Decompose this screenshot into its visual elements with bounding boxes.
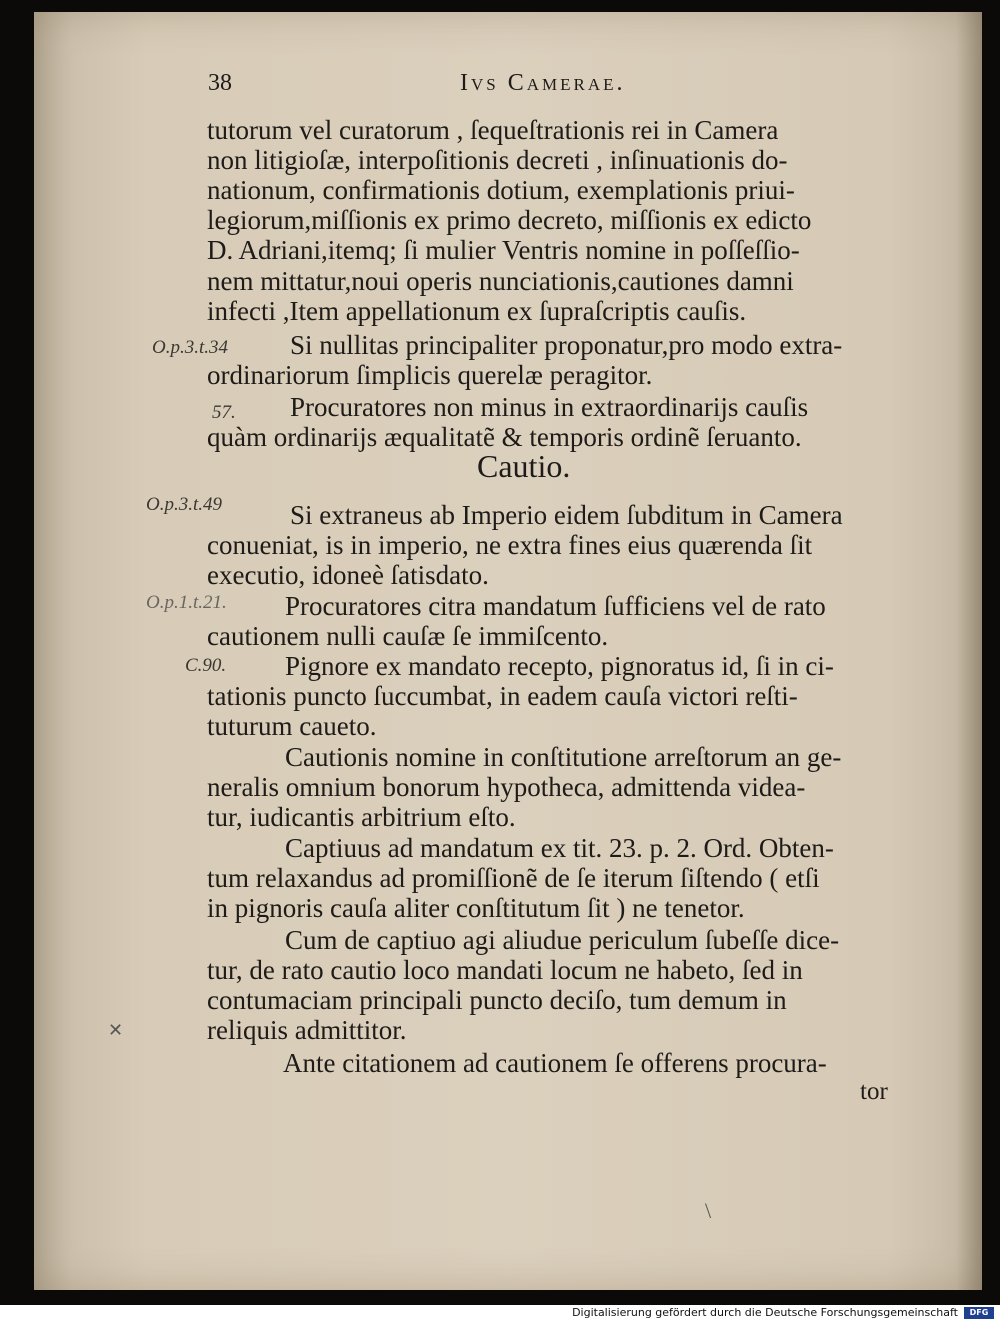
text-line: legiorum,miſſionis ex primo decreto, miſſionis ex edicto xyxy=(207,205,812,235)
text-line: contumaciam principali puncto deciſo, tum demum in xyxy=(207,985,787,1015)
text-line: quàm ordinarijs æqualitatẽ & temporis ordinẽ ſeruanto. xyxy=(207,422,802,452)
margin-note: O.p.1.t.21. xyxy=(146,592,227,613)
stray-mark-icon: \ xyxy=(705,1198,712,1223)
text-line: infecti ,Item appellationum ex ſupraſcriptis cauſis. xyxy=(207,296,747,326)
section-heading: Cautio. xyxy=(477,448,571,484)
text-line: Pignore ex mandato recepto, pignoratus id, ſi in ci- xyxy=(285,651,834,681)
text-line: D. Adriani,itemq; ſi mulier Ventris nomine in poſſeſſio- xyxy=(207,235,800,265)
margin-note: O.p.3.t.49 xyxy=(146,494,222,515)
text-line: neralis omnium bonorum hypotheca, admittenda videa- xyxy=(207,772,806,802)
text-line: executio, idoneè ſatisdato. xyxy=(207,560,489,590)
text-line: ordinariorum ſimplicis querelæ peragitor. xyxy=(207,360,653,390)
text-line: conueniat, is in imperio, ne extra fines eius quærenda ſit xyxy=(207,530,813,560)
text-line: tuturum caueto. xyxy=(207,711,377,741)
text-line: tur, iudicantis arbitrium eſto. xyxy=(207,802,516,832)
dfg-logo: DFG xyxy=(964,1307,994,1319)
text-line: Procuratores non minus in extraordinarijs cauſis xyxy=(290,392,809,422)
text-line: tum relaxandus ad promiſſionẽ de ſe iterum ſiſtendo ( etſi xyxy=(207,863,820,893)
text-line: cautionem nulli cauſæ ſe immiſcento. xyxy=(207,621,609,651)
text-line: non litigioſæ, interpoſitionis decreti , inſinuationis do- xyxy=(207,145,788,175)
text-line: Cum de captiuo agi aliudue periculum ſubeſſe dice- xyxy=(285,925,840,955)
running-title: Ivs Camerae. xyxy=(460,70,626,96)
text-line: tutorum vel curatorum , ſequeſtrationis rei in Camera xyxy=(207,115,779,145)
text-line: Ante citationem ad cautionem ſe offerens procura- xyxy=(283,1048,827,1078)
text-line: Procuratores citra mandatum ſufficiens vel de rato xyxy=(285,591,826,621)
text-line: tur, de rato cautio loco mandati locum ne habeto, ſed in xyxy=(207,955,803,985)
margin-note: 57. xyxy=(212,402,236,423)
text-line: Si nullitas principaliter proponatur,pro modo extra- xyxy=(290,330,843,360)
text-line: Si extraneus ab Imperio eidem ſubditum in Camera xyxy=(290,500,843,530)
footer-bar xyxy=(0,1305,1000,1321)
catchword: tor xyxy=(860,1078,888,1105)
stray-mark-icon: ✕ xyxy=(108,1020,124,1040)
text-line: tationis puncto ſuccumbat, in eadem cauſa victori reſti- xyxy=(207,681,798,711)
margin-note: C.90. xyxy=(185,655,227,676)
text-line: reliquis admittitor. xyxy=(207,1015,407,1045)
margin-note: O.p.3.t.34 xyxy=(152,337,228,358)
page-number: 38 xyxy=(208,70,232,96)
text-line: nem mittatur,noui operis nunciationis,cautiones damni xyxy=(207,266,794,296)
text-line: Cautionis nomine in conſtitutione arreſtorum an ge- xyxy=(285,742,842,772)
page-edge-shadow xyxy=(956,12,982,1290)
text-line: nationum, confirmationis dotium, exemplationis priui- xyxy=(207,175,795,205)
text-line: Captiuus ad mandatum ex tit. 23. p. 2. Ord. Obten- xyxy=(285,833,834,863)
footer-credit: Digitalisierung gefördert durch die Deutsche Forschungsgemeinschaft xyxy=(572,1306,958,1319)
text-line: in pignoris cauſa aliter conſtitutum ſit ) ne tenetor. xyxy=(207,893,745,923)
